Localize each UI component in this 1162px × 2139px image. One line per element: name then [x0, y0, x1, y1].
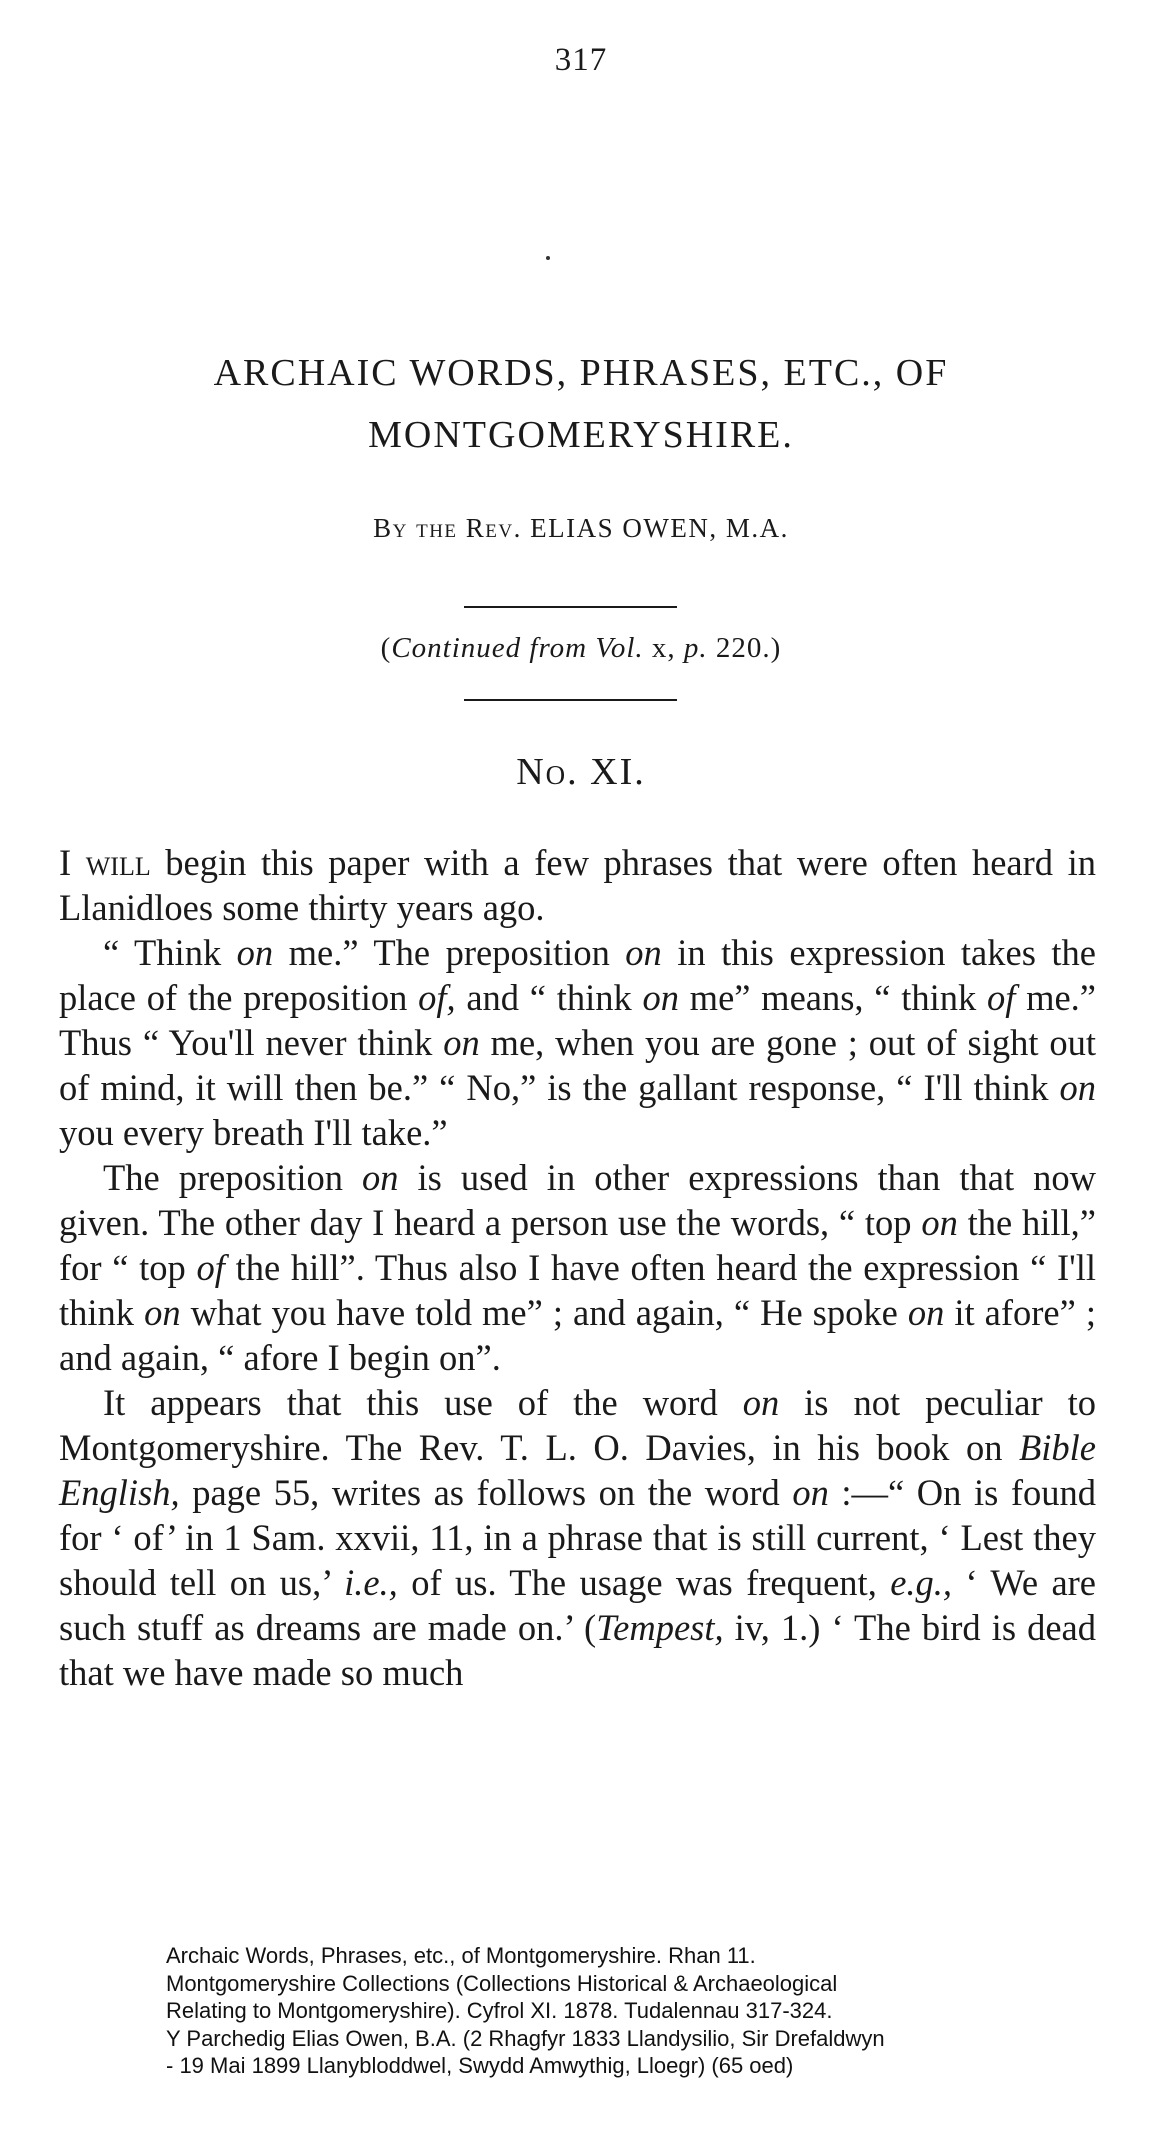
section-label: No.	[516, 751, 579, 793]
italic-run: on	[642, 977, 679, 1018]
print-speck	[546, 256, 550, 260]
article-body	[59, 840, 1096, 1695]
text-run: :—“ On is found for ‘ of’ in 1 Sam. xxvii, 11, in a phrase that is still current, ‘ Lest they should tell on us,’	[59, 1472, 1096, 1603]
text-run: of us. The usage was frequent,	[397, 1562, 891, 1603]
italic-run: e.g.,	[890, 1562, 953, 1603]
continued-italic-page: p.	[683, 632, 708, 664]
text-run: page 55, writes as follows on the word	[179, 1472, 793, 1513]
text-run: I will	[59, 842, 151, 883]
byline-prefix: By the Rev.	[373, 513, 522, 543]
text-run: me, when you are gone ; out of sight out of mind, it will then be.” “ No,” is the gallant response, “ I'll think	[59, 1022, 1096, 1108]
continued-note	[0, 632, 1162, 665]
italic-run: on	[443, 1022, 480, 1063]
italic-run: on	[792, 1472, 829, 1513]
byline-author: ELIAS OWEN, M.A.	[530, 513, 789, 543]
italic-run: of	[986, 977, 1016, 1018]
italic-run: i.e.,	[344, 1562, 398, 1603]
italic-run: on	[1059, 1067, 1096, 1108]
italic-run: on	[907, 1292, 945, 1333]
text-run: begin this paper with a few phrases that were often heard in Llanidloes some thirty years ago.	[59, 842, 1096, 928]
body-paragraph	[59, 840, 1096, 930]
continued-close: 220.)	[707, 632, 782, 664]
text-run: the hill”. Thus also I have often heard the expression “ I'll think	[59, 1247, 1096, 1333]
citation-line: Montgomeryshire Collections (Collections Historical & Archaeological	[166, 1970, 838, 1996]
text-run: me.” The preposition	[273, 932, 626, 973]
text-run: iv, 1.) ‘ The bird is dead that we have made so much	[59, 1607, 1096, 1693]
text-run: is used in other expressions than that now given. The other day I heard a person use the words, “ top	[59, 1157, 1096, 1243]
article-title	[60, 342, 1102, 466]
italic-run: on	[921, 1202, 958, 1243]
text-run: me.” Thus “ You'll never think	[59, 977, 1096, 1063]
citation-line: - 19 Mai 1899 Llanybloddwel, Swydd Amwythig, Lloegr) (65 oed)	[166, 2053, 794, 2078]
italic-run: of	[196, 1247, 225, 1288]
text-run: the hill,” for “ top	[59, 1202, 1096, 1288]
title-line-2: MONTGOMERYSHIRE.	[368, 414, 794, 456]
continued-open: (	[380, 632, 392, 664]
rule-bottom	[464, 699, 677, 701]
text-run: It appears that this use of the word	[103, 1382, 743, 1423]
citation-line: Relating to Montgomeryshire). Cyfrol XI. 1878. Tudalennau 317-324.	[166, 1998, 833, 2023]
citation-line: Archaic Words, Phrases, etc., of Montgomeryshire. Rhan 11.	[166, 1943, 756, 1968]
text-run: and “ think	[455, 977, 643, 1018]
section-heading	[0, 750, 1162, 794]
body-paragraph	[59, 1380, 1096, 1695]
body-paragraph	[59, 930, 1096, 1155]
citation-footer	[166, 1942, 1066, 2080]
body-paragraph	[59, 1155, 1096, 1380]
italic-run: on	[742, 1382, 780, 1423]
italic-run: on	[236, 932, 274, 973]
italic-run: Bible English,	[59, 1427, 1096, 1513]
section-number: XI.	[590, 751, 646, 793]
text-run: me” means, “ think	[678, 977, 987, 1018]
italic-run: on	[625, 932, 662, 973]
italic-run: on	[362, 1157, 399, 1198]
text-run: it afore” ; and again, “ afore I begin on”.	[59, 1292, 1096, 1378]
italic-run: of,	[418, 977, 456, 1018]
title-line-1: ARCHAIC WORDS, PHRASES, ETC., OF	[213, 352, 949, 394]
continued-italic-vol: Continued from Vol.	[391, 632, 644, 664]
byline	[0, 513, 1162, 544]
text-run: is not peculiar to Montgomeryshire. The Rev. T. L. O. Davies, in his book on	[59, 1382, 1096, 1468]
rule-top	[464, 606, 677, 608]
text-run: “ Think	[103, 932, 237, 973]
text-run: in this expression takes the place of the preposition	[59, 932, 1096, 1018]
text-run: what you have told me” ; and again, “ He spoke	[180, 1292, 908, 1333]
continued-mid: x,	[643, 632, 684, 664]
text-run: The preposition	[103, 1157, 363, 1198]
page-number: 317	[554, 42, 608, 78]
citation-line: Y Parchedig Elias Owen, B.A. (2 Rhagfyr 1833 Llandysilio, Sir Drefaldwyn	[166, 2025, 885, 2051]
text-run: ‘ We are such stuff as dreams are made on.’ (	[59, 1562, 1097, 1648]
italic-run: on	[144, 1292, 181, 1333]
italic-run: Tempest,	[596, 1607, 724, 1648]
text-run: you every breath I'll take.”	[59, 1112, 448, 1153]
